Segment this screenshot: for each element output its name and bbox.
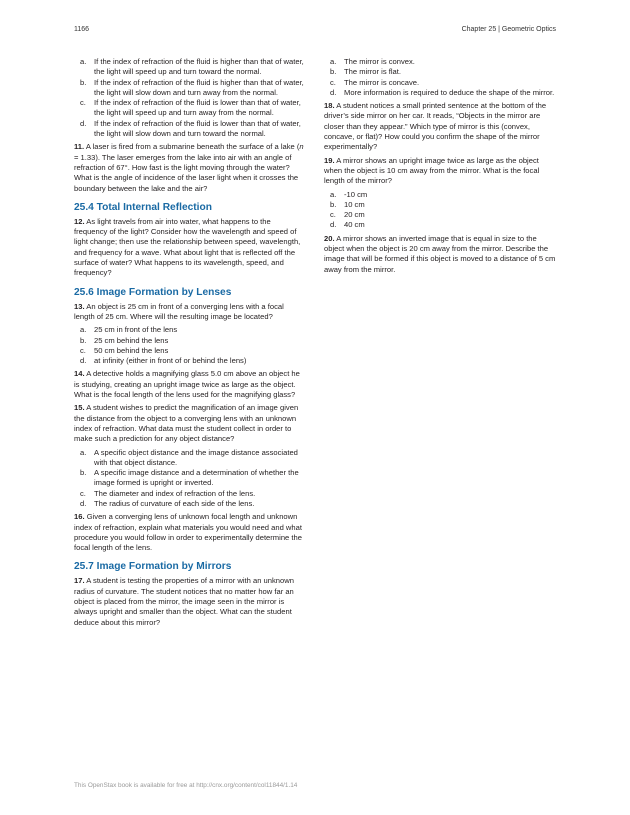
list-item: c. If the index of refraction of the fluid is lower than that of water, the light will speed up and turn away from the normal. [80, 98, 301, 118]
list-item: c. 50 cm behind the lens [80, 345, 169, 355]
list-item: a. A specific object distance and the image distance associated with that object distance. [80, 447, 298, 467]
list-item: a. If the index of refraction of the fluid is higher than that of water, the light will speed up and turn toward the normal. [80, 57, 304, 77]
page-footer: This OpenStax book is available for free at http://cnx.org/content/col11844/1.14 [74, 782, 298, 789]
q15-options [74, 448, 306, 510]
list-item: d. If the index of refraction of the fluid is lower than that of water, the light will slow down and turn toward the normal. [80, 118, 301, 139]
q10-options [74, 57, 306, 139]
question-18: 18. A student notices a small printed sentence at the bottom of the driver’s side mirror on her car. It reads, “Objects in the mirror are closer than they appear.” Which type of mirror is this (convex, concave, or flat)? How could you confirm the shape of the mirror experimentally? [324, 101, 547, 152]
question-19: 19. A mirror shows an upright image twice as large as the object when the object is 10 cm away from the mirror. What is the focal length of the mirror? [324, 155, 540, 186]
left-column [74, 57, 306, 631]
question-13: 13. An object is 25 cm in front of a converging lens with a focal length of 25 cm. Where will the resulting image be located? [74, 301, 284, 321]
list-item: d. The radius of curvature of each side of the lens. [80, 498, 255, 508]
page-number: 1166 [74, 26, 90, 33]
list-item: d. More information is required to deduce the shape of the mirror. [330, 87, 555, 97]
list-item: a. 25 cm in front of the lens [80, 325, 178, 335]
q17-options [324, 57, 556, 98]
page-header [74, 26, 556, 38]
question-15: 15. A student wishes to predict the magnification of an image given the distance from the object to a converging lens with an unknown index of refraction. What data must the student collect in order to make such a prediction for any object distance? [74, 403, 299, 444]
list-item: b. A specific image distance and a determination of whether the image formed is upright or inverted. [80, 468, 299, 488]
list-item: c. 20 cm [330, 210, 365, 220]
list-item: c. The mirror is concave. [330, 77, 420, 87]
right-column [324, 57, 556, 278]
question-14: 14. A detective holds a magnifying glass 5.0 cm above an object he is studying, creating an upright image twice as large as the object. What is the focal length of the lens used for the magnifying glass? [74, 369, 300, 400]
list-item: a. -10 cm [330, 189, 368, 199]
chapter-title: Chapter 25 | Geometric Optics [461, 26, 556, 33]
list-item: d. at infinity (either in front of or behind the lens) [80, 356, 247, 366]
q19-options [324, 190, 556, 231]
list-item: c. The diameter and index of refraction of the lens. [80, 488, 256, 498]
q13-options [74, 325, 306, 366]
question-20: 20. A mirror shows an inverted image that is equal in size to the object when the object is 20 cm away from the mirror. Describe the image that will be formed if this object is moved to a distance of 5 cm away from the mirror. [324, 233, 556, 274]
section-heading-25-6: 25.6 Image Formation by Lenses [74, 286, 232, 298]
list-item: b. 10 cm [330, 199, 365, 209]
list-item: b. 25 cm behind the lens [80, 335, 169, 345]
section-heading-25-7: 25.7 Image Formation by Mirrors [74, 561, 232, 573]
question-17: 17. A student is testing the properties of a mirror with an unknown radius of curvature. The student notices that no matter how far an object is placed from the mirror, the image seen in the mirror is always upright and smaller than the object. What can the student deduce about this mirror? [74, 576, 294, 627]
list-item: a. The mirror is convex. [330, 57, 415, 66]
list-item: b. The mirror is flat. [330, 67, 401, 77]
section-heading-25-4: 25.4 Total Internal Reflection [74, 201, 212, 213]
list-item: b. If the index of refraction of the fluid is higher than that of water, the light will slow down and turn away from the normal. [80, 77, 304, 97]
list-item: d. 40 cm [330, 220, 365, 230]
question-16: 16. Given a converging lens of unknown focal length and unknown index of refraction, explain what materials you would need and what procedure you would follow in order to experimentally determine the focal length of the lens. [74, 512, 302, 553]
question-12: 12. As light travels from air into water, what happens to the frequency of the light? Consider how the wavelength and speed of light change; then use the relationship between speed, wavelength, and frequency for a wave. What about light that is reflected off the surface of water? What happens to its wavelength, speed, and frequency? [74, 216, 301, 278]
question-11: 11. A laser is fired from a submarine beneath the surface of a lake (n = 1.33). The laser emerges from the lake into air with an angle of refraction of 67°. How fast is the light moving through the water? What is the angle of incidence of the laser light when it crosses the boundary between the lake and the air? [74, 142, 304, 193]
